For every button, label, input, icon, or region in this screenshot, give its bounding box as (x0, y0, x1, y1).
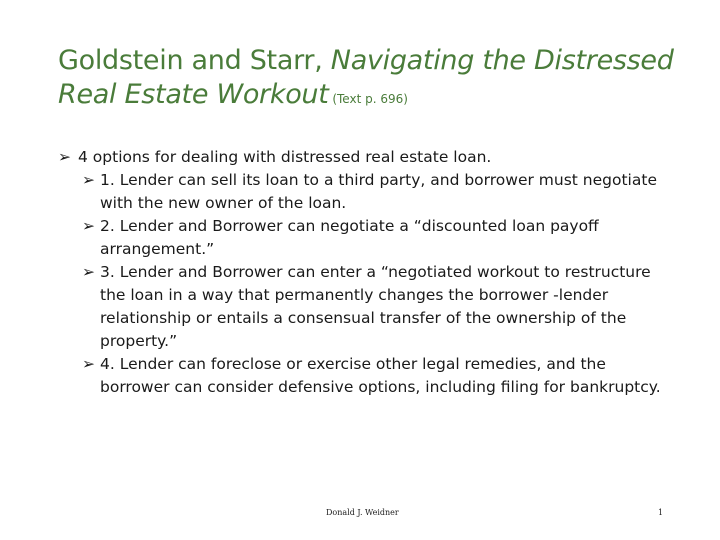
option-bullet-2 (58, 215, 678, 261)
arrow-bullet-icon: ➢ (82, 355, 95, 373)
main-bullet-text: 4 options for dealing with distressed real estate loan. (78, 148, 492, 166)
option-bullet-3 (58, 261, 678, 353)
option-text: 2. Lender and Borrower can negotiate a “discounted loan payoff arrangement.” (100, 217, 599, 258)
bullet-list (58, 146, 678, 399)
slide-title (58, 44, 698, 116)
arrow-bullet-icon: ➢ (82, 171, 95, 189)
option-bullet-4 (58, 353, 678, 399)
title-book: Navigating the Distressed Real Estate Workout (58, 45, 674, 110)
arrow-bullet-icon: ➢ (82, 263, 95, 281)
footer-author: Donald J. Weidner (326, 508, 399, 517)
option-bullet-1 (58, 169, 678, 215)
option-text: 1. Lender can sell its loan to a third party, and borrower must negotiate with the new owner of the loan. (100, 171, 657, 212)
main-bullet (58, 146, 678, 169)
option-text: 4. Lender can foreclose or exercise other legal remedies, and the borrower can consider defensive options, including filing for bankruptcy. (100, 355, 661, 396)
arrow-bullet-icon: ➢ (58, 148, 71, 166)
title-page-ref: (Text p. 696) (328, 92, 408, 106)
arrow-bullet-icon: ➢ (82, 217, 95, 235)
title-authors: Goldstein and Starr, (58, 45, 331, 76)
page-number: 1 (658, 508, 664, 517)
option-text: 3. Lender and Borrower can enter a “negotiated workout to restructure the loan in a way that permanently changes the borrower -lender relationship or entails a consensual transfer of the ownership of the property.” (100, 263, 651, 350)
